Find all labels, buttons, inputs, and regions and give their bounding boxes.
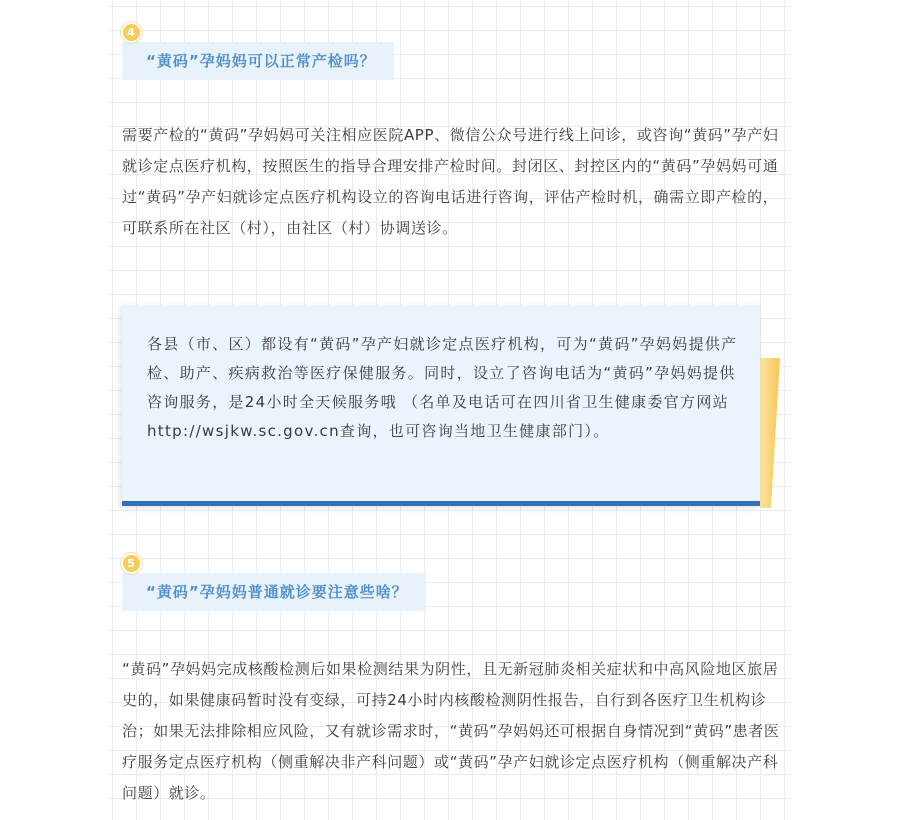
section-5-paragraph: “黄码”孕妈妈完成核酸检测后如果检测结果为阴性，且无新冠肺炎相关症状和中高风险地区旅居史的，如果健康码暂时没有变绿，可持24小时内核酸检测阴性报告，自行到各医疗卫生机构诊治；如果无法排除相应风险，又有就诊需求时，“黄码”孕妈妈还可根据自身情况到“黄码”患者医疗服务定点医疗机构（侧重解决非产科问题）或“黄码”孕产妇就诊定点医疗机构（侧重解决产科问题）就诊。 — [122, 660, 780, 802]
info-note-card — [122, 305, 760, 506]
note-folded-corner — [760, 358, 780, 508]
section-5-number-badge: 5 — [123, 555, 140, 572]
section-5-title-box — [122, 557, 426, 611]
article-body — [108, 0, 790, 820]
section-4-paragraph: 需要产检的“黄码”孕妈妈可关注相应医院APP、微信公众号进行线上问诊，或咨询“黄码”孕产妇就诊定点医疗机构，按照医生的指导合理安排产检时间。封闭区、封控区内的“黄码”孕妈妈可通过“黄码”孕产妇就诊定点医疗机构设立的咨询电话进行咨询，评估产检时机，确需立即产检的，可联系所在社区（村），由社区（村）协调送诊。 — [122, 126, 779, 237]
section-4-title-box — [122, 26, 394, 80]
section-4-title: “黄码”孕妈妈可以正常产检吗？ — [146, 52, 376, 70]
info-note-text: 各县（市、区）都设有“黄码”孕产妇就诊定点医疗机构，可为“黄码”孕妈妈提供产检、助产、疾病救治等医疗保健服务。同时，设立了咨询电话为“黄码”孕妈妈提供咨询服务，是24小时全天候服务哦 （名单及电话可在四川省卫生健康委官方网站http://wsjkw.sc.gov.cn查询，也可咨询当地卫生健康部门）。 — [147, 335, 738, 440]
section-4-number-badge: 4 — [123, 24, 140, 41]
section-5-title: “黄码”孕妈妈普通就诊要注意些啥？ — [146, 583, 408, 601]
section-5-heading — [122, 557, 426, 611]
section-4-heading — [122, 26, 394, 80]
